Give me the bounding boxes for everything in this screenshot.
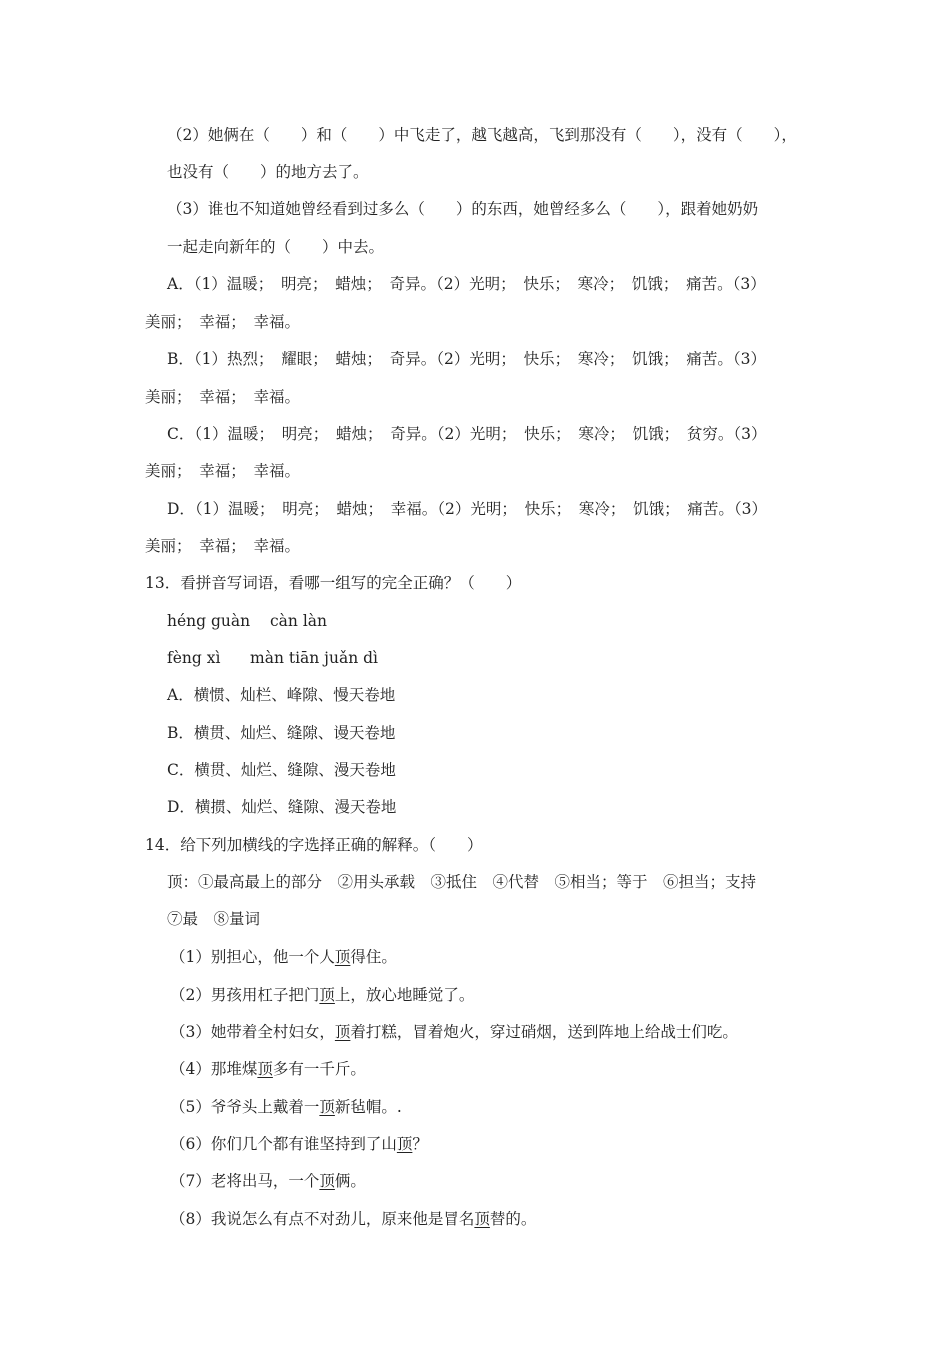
underlined-char: 顶 bbox=[319, 1098, 335, 1116]
q12-option-c-line2: 美丽； 幸福； 幸福。 bbox=[145, 462, 301, 480]
q12-sentence2-line2: 也没有（ ）的地方去了。 bbox=[167, 163, 369, 181]
q14-stem: 14．给下列加横线的字选择正确的解释。（ ） bbox=[145, 836, 483, 854]
q14-meanings-line2: ⑦最 ⑧量词 bbox=[167, 910, 261, 928]
q12-option-b-line2: 美丽； 幸福； 幸福。 bbox=[145, 388, 301, 406]
underlined-char: 顶 bbox=[319, 1172, 335, 1190]
q12-option-a-line2: 美丽； 幸福； 幸福。 bbox=[145, 313, 301, 331]
q12-sentence2-line1: （2）她俩在（ ）和（ ）中飞走了，越飞越高，飞到那没有（ ），没有（ ）， bbox=[167, 126, 797, 144]
q14-sentence-3: （3）她带着全村妇女，顶着打糕，冒着炮火，穿过硝烟，送到阵地上给战士们吃。 bbox=[170, 1023, 738, 1041]
q13-pinyin-4: màn tiān juǎn dì bbox=[250, 649, 379, 667]
q13-stem: 13．看拼音写词语，看哪一组写的完全正确？（ ） bbox=[145, 574, 522, 592]
q14-sentence-2: （2）男孩用杠子把门顶上，放心地睡觉了。 bbox=[170, 986, 475, 1004]
underlined-char: 顶 bbox=[319, 986, 335, 1004]
q13-pinyin-3: fèng xì bbox=[167, 649, 221, 667]
q13-option-a: A．横惯、灿栏、峰隙、慢天卷地 bbox=[167, 686, 396, 704]
underlined-char: 顶 bbox=[396, 1135, 413, 1153]
q13-pinyin-1: héng guàn bbox=[167, 612, 251, 630]
underlined-char: 顶 bbox=[257, 1060, 273, 1078]
q12-option-b-line1: B．（1）热烈； 耀眼； 蜡烛； 奇异。（2）光明； 快乐； 寒冷； 饥饿； 痛苦。（3） bbox=[167, 350, 766, 368]
q14-sentence-1: （1）别担心，他一个人顶得住。 bbox=[170, 948, 397, 966]
q13-option-c: C．横贯、灿烂、缝隙、漫天卷地 bbox=[167, 761, 396, 779]
q12-option-c-line1: C．（1）温暖； 明亮； 蜡烛； 奇异。（2）光明； 快乐； 寒冷； 饥饿； 贫穷。（3） bbox=[167, 425, 767, 443]
q14-meanings-line1: 顶：①最高最上的部分 ②用头承载 ③抵住 ④代替 ⑤相当；等于 ⑥担当；支持 bbox=[167, 873, 757, 891]
q14-sentence-4: （4）那堆煤顶多有一千斤。 bbox=[170, 1060, 366, 1078]
q13-pinyin-2: càn làn bbox=[270, 612, 328, 630]
q12-sentence3-line2: 一起走向新年的（ ）中去。 bbox=[167, 238, 385, 256]
q12-option-d-line1: D．（1）温暖； 明亮； 蜡烛； 幸福。（2）光明； 快乐； 寒冷； 饥饿； 痛苦。（3） bbox=[167, 500, 768, 518]
q12-sentence3-line1: （3）谁也不知道她曾经看到过多么（ ）的东西，她曾经多么（ ），跟着她奶奶 bbox=[167, 200, 759, 218]
q12-option-a-line1: A．（1）温暖； 明亮； 蜡烛； 奇异。（2）光明； 快乐； 寒冷； 饥饿； 痛苦。（3） bbox=[167, 275, 766, 293]
q14-sentence-7: （7）老将出马，一个顶俩。 bbox=[170, 1172, 366, 1190]
q12-option-d-line2: 美丽； 幸福； 幸福。 bbox=[145, 537, 301, 555]
underlined-char: 顶 bbox=[474, 1210, 490, 1228]
underlined-char: 顶 bbox=[334, 948, 351, 966]
q13-option-b: B．横贯、灿烂、缝隙、谩天卷地 bbox=[167, 724, 396, 742]
q14-sentence-8: （8）我说怎么有点不对劲儿，原来他是冒名顶替的。 bbox=[170, 1210, 537, 1228]
q14-sentence-6: （6）你们几个都有谁坚持到了山顶？ bbox=[170, 1135, 428, 1153]
q13-option-d: D．横掼、灿烂、缝隙、漫天卷地 bbox=[167, 798, 397, 816]
q14-sentence-5: （5）爷爷头上戴着一顶新毡帽。. bbox=[170, 1098, 402, 1116]
underlined-char: 顶 bbox=[334, 1023, 351, 1041]
